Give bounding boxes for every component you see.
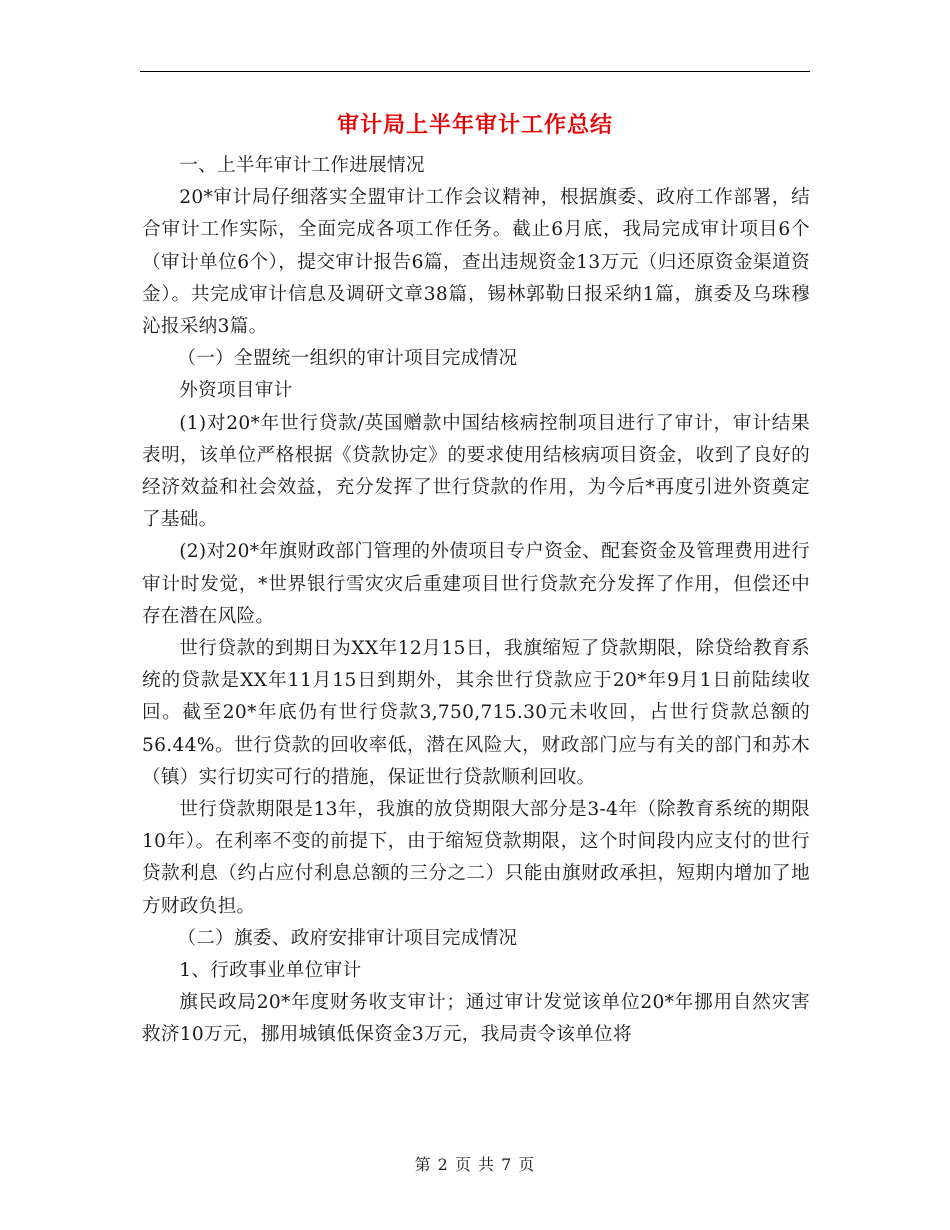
header-rule <box>140 71 810 72</box>
paragraph-civil-affairs: 旗民政局20*年度财务收支审计；通过审计发觉该单位20*年挪用自然灾害救济10万元，挪用城镇低保资金3万元，我局责令该单位将 <box>142 992 810 1046</box>
paragraph-summary: 20*审计局仔细落实全盟审计工作会议精神，根据旗委、政府工作部署，结合审计工作实际，全面完成各项工作任务。截止6月底，我局完成审计项目6个（审计单位6个），提交审计报告6篇，查出违规资金13万元（归还原资金渠道资金）。共完成审计信息及调研文章38篇，锡林郭勒日报采纳1篇，旗委及乌珠穆沁报采纳3篇。 <box>142 187 810 338</box>
document-body <box>142 150 810 1052</box>
document-title: 审计局上半年审计工作总结 <box>336 112 613 138</box>
paragraph-loan-due: 世行贷款的到期日为XX年12月15日，我旗缩短了贷款期限，除贷给教育系统的贷款是XX年11月15日到期外，其余世行贷款应于20*年9月1日前陆续收回。截至20*年底仍有世行贷款3,750,715.30元未收回，占世行贷款总额的56.44%。世行贷款的回收率低，潜在风险大，财政部门应与有关的部门和苏木（镇）实行切实可行的措施，保证世行贷款顺利回收。 <box>142 638 810 788</box>
paragraph-item-1: (1)对20*年世行贷款/英国赠款中国结核病控制项目进行了审计，审计结果表明，该单位严格根据《贷款协定》的要求使用结核病项目资金，收到了良好的经济效益和社会效益，充分发挥了世行贷款的作用，为今后*再度引进外资奠定了基础。 <box>142 412 810 531</box>
subsection-heading-1: （一）全盟统一组织的审计项目完成情况 <box>177 348 518 370</box>
item-heading-admin-audit: 1、行政事业单位审计 <box>179 960 362 982</box>
page-number: 第 2 页 共 7 页 <box>414 1155 536 1174</box>
section-heading-1: 一、上半年审计工作进展情况 <box>179 155 425 176</box>
item-heading-foreign-audit: 外资项目审计 <box>179 380 293 402</box>
subsection-heading-2: （二）旗委、政府安排审计项目完成情况 <box>177 927 518 949</box>
paragraph-loan-term: 世行贷款期限是13年，我旗的放贷期限大部分是3-4年（除教育系统的期限10年）。在利率不变的前提下，由于缩短贷款期限，这个时间段内应支付的世行贷款利息（约占应付利息总额的三分之二）只能由旗财政承担，短期内增加了地方财政负担。 <box>142 799 810 917</box>
paragraph-item-2: (2)对20*年旗财政部门管理的外债项目专户资金、配套资金及管理费用进行审计时发觉，*世界银行雪灾灾后重建项目世行贷款充分发挥了作用，但偿还中存在潜在风险。 <box>142 541 810 627</box>
